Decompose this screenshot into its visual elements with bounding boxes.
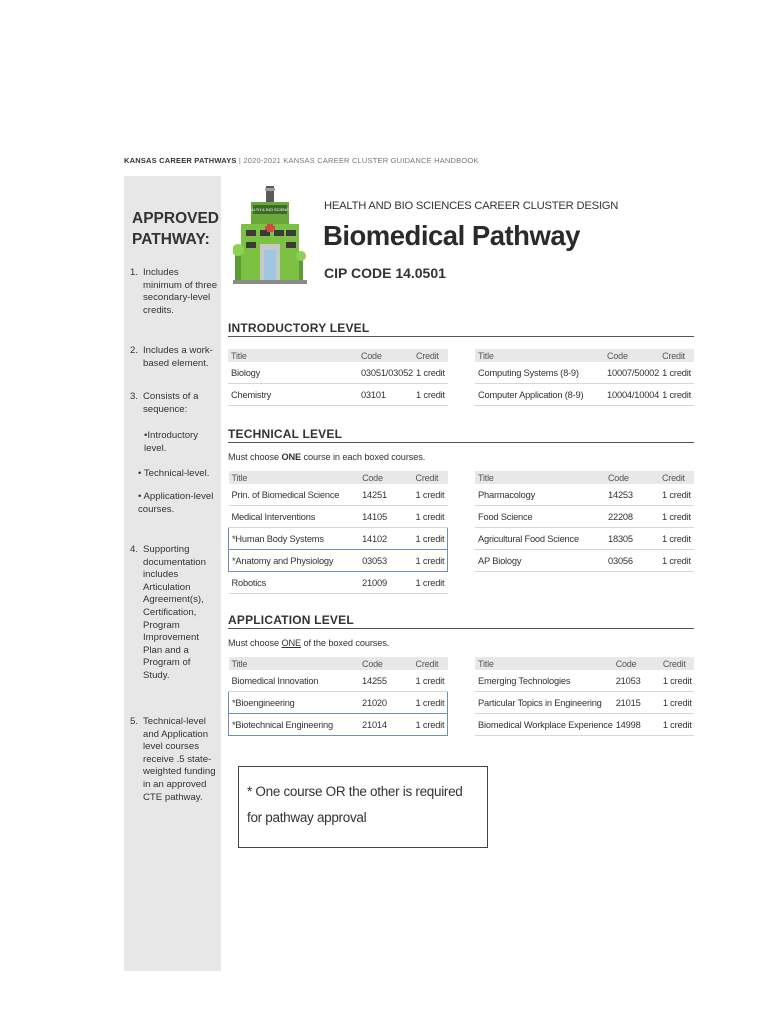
table-row: Prin. of Biomedical Science 14251 1 credit [229, 484, 448, 506]
introductory-table-right: Title Code Credit Computing Systems (8-9) 10007/50002 1 credit Computer Application (8-9) 10004/10004 1 credit [475, 349, 694, 406]
technical-table-right: Title Code Credit Pharmacology 14253 1 credit Food Science 22208 1 credit Agricultural Food Science 18305 1 credit AP Biology 03056 1 credit [475, 471, 694, 572]
table-row-boxed: *Anatomy and Physiology 03053 1 credit [229, 550, 448, 572]
cip-code: CIP CODE 14.0501 [324, 265, 446, 281]
application-heading: APPLICATION LEVEL [228, 613, 694, 629]
technical-table-left: Title Code Credit Prin. of Biomedical Science 14251 1 credit Medical Interventions 14105 1 credit *Human Body Systems 14102 1 credit *Anatomy and Physiology 03053 1 credit Robotics 21009 1 credit [228, 471, 448, 594]
technical-heading: TECHNICAL LEVEL [228, 427, 694, 443]
table-row: Pharmacology 14253 1 credit [475, 484, 694, 506]
table-row: Biology 03051/03052 1 credit [228, 362, 448, 384]
requirement-2: 2. Includes a work-based element. [130, 345, 213, 369]
table-row: Computing Systems (8-9) 10007/50002 1 credit [475, 362, 694, 384]
table-row: Emerging Technologies 21053 1 credit [475, 670, 694, 692]
table-row-boxed: *Bioengineering 21020 1 credit [229, 692, 448, 714]
approved-pathway-sidebar [124, 176, 221, 971]
requirement-4: 4. Supporting documentation includes Articulation Agreement(s), Certification, Program Improvement Plan and a Program of Study. [130, 544, 206, 681]
sequence-application: • Application-level courses. [138, 491, 214, 515]
table-row: Agricultural Food Science 18305 1 credit [475, 528, 694, 550]
sequence-technical: • Technical-level. [138, 468, 210, 479]
table-row-boxed: *Human Body Systems 14102 1 credit [229, 528, 448, 550]
page-title: Biomedical Pathway [323, 220, 580, 251]
table-row: Medical Interventions 14105 1 credit [229, 506, 448, 528]
requirement-1: 1. Includes minimum of three secondary-level credits. [130, 267, 218, 316]
table-row: Chemistry 03101 1 credit [228, 384, 448, 406]
application-note: Must choose ONE of the boxed courses. [228, 638, 390, 648]
table-row: Particular Topics in Engineering 21015 1 credit [475, 692, 694, 714]
table-row: AP Biology 03056 1 credit [475, 550, 694, 572]
technical-note: Must choose ONE course in each boxed courses. [228, 452, 426, 462]
introductory-table-left: Title Code Credit Biology 03051/03052 1 credit Chemistry 03101 1 credit [228, 349, 448, 406]
sidebar-title: APPROVED PATHWAY: [132, 210, 219, 248]
table-row: Food Science 22208 1 credit [475, 506, 694, 528]
table-row: Biomedical Workplace Experience 14998 1 credit [475, 714, 694, 736]
table-row: Biomedical Innovation 14255 1 credit [229, 670, 448, 692]
requirement-3: 3. Consists of a sequence: [130, 391, 199, 415]
table-row: Robotics 21009 1 credit [229, 572, 448, 594]
application-table-right: Title Code Credit Emerging Technologies 21053 1 credit Particular Topics in Engineering 21015 1 credit Biomedical Workplace Experience 14998 1 credit [475, 657, 694, 736]
table-row: Computer Application (8-9) 10004/10004 1 credit [475, 384, 694, 406]
application-table-left: Title Code Credit Biomedical Innovation 14255 1 credit *Bioengineering 21020 1 credit *Biotechnical Engineering 21014 1 credit [228, 657, 448, 736]
sequence-introductory: •Introductory level. [144, 430, 199, 454]
table-row-boxed: *Biotechnical Engineering 21014 1 credit [229, 714, 448, 736]
requirement-5: 5. Technical-level and Application level courses receive .5 state-weighted funding in an approved CTE pathway. [130, 716, 216, 803]
cluster-design-title: HEALTH AND BIO SCIENCES CAREER CLUSTER DESIGN [324, 200, 619, 212]
header-handbook: 2020-2021 KANSAS CAREER CLUSTER GUIDANCE HANDBOOK [243, 156, 479, 165]
health-building-icon [233, 184, 307, 288]
handbook-header: KANSAS CAREER PATHWAYS | 2020-2021 KANSAS CAREER CLUSTER GUIDANCE HANDBOOK [124, 156, 479, 165]
svg-text:HEALTH & BIO SCIENCES: HEALTH & BIO SCIENCES [245, 207, 295, 212]
header-series: KANSAS CAREER PATHWAYS [124, 156, 237, 165]
introductory-heading: INTRODUCTORY LEVEL [228, 321, 694, 337]
footnote-box: * One course OR the other is required for pathway approval [238, 766, 488, 848]
